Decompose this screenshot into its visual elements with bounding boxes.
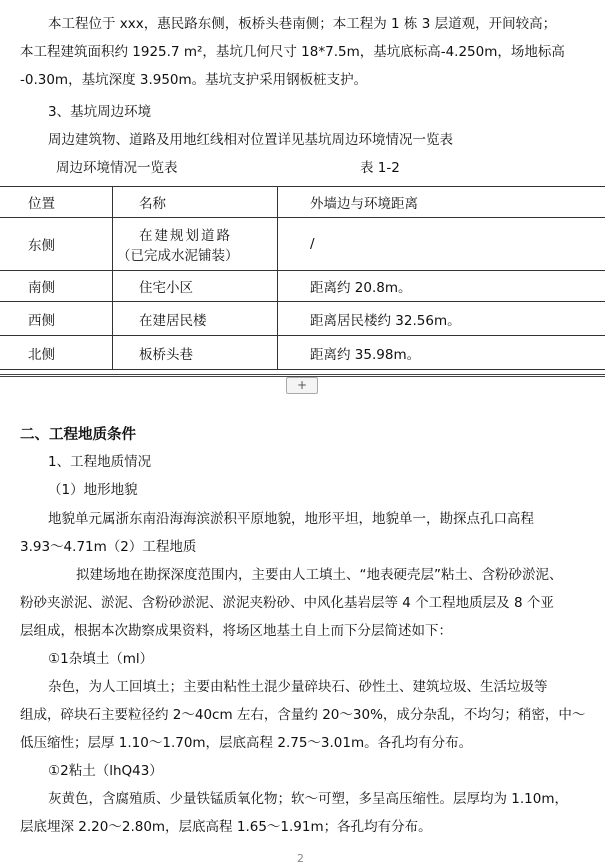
page-number: 2 — [297, 852, 304, 865]
header-cell: 外墙边与环境距离 — [278, 187, 605, 218]
table-number: 表 1-2 — [360, 160, 400, 176]
cell-text: 在建规划道路 — [139, 228, 232, 244]
paragraph-line: -0.30m，基坑深度 3.950m。基坑支护采用钢板桩支护。 — [20, 72, 368, 88]
cell-text: （已完成水泥铺装） — [117, 248, 239, 264]
paragraph-line: 地貌单元属浙东南沿海海滨淤积平原地貌，地形平坦，地貌单一，勘探点孔口高程 — [48, 511, 534, 527]
layer-heading: ①2粘土（lhQ43） — [48, 763, 163, 779]
table-row — [0, 271, 605, 302]
table-caption: 周边环境情况一览表 — [56, 160, 178, 176]
table-row — [0, 218, 605, 271]
table-cell: 北侧 — [0, 336, 113, 370]
paragraph-line: 层底埋深 2.20～2.80m，层底高程 1.65～1.91m；各孔均有分布。 — [20, 819, 432, 835]
table-cell: 距离约 35.98m。 — [278, 336, 605, 370]
paragraph-line: 低压缩性；层厚 1.10～1.70m，层底高程 2.75～3.01m。各孔均有分布。 — [20, 735, 473, 751]
section-heading: 3、基坑周边环境 — [48, 104, 152, 120]
paragraph-line: 组成，碎块石主要粒径约 2～40cm 左右，含量约 20～30%，成分杂乱，不均匀；稍密，中～ — [20, 707, 586, 723]
table-header-row — [0, 187, 605, 218]
layer-heading: ①1杂填土（ml） — [48, 651, 154, 667]
paragraph-line: 周边建筑物、道路及用地红线相对位置详见基坑周边环境情况一览表 — [48, 132, 453, 148]
table-row — [0, 336, 605, 370]
table-cell: 板桥头巷 — [113, 336, 278, 370]
table-cell: 西侧 — [0, 302, 113, 336]
table-cell: 在建居民楼 — [113, 302, 278, 336]
table-cell — [113, 218, 278, 271]
header-cell: 位置 — [0, 187, 113, 218]
table-cell: 东侧 — [0, 218, 113, 271]
environment-table — [0, 186, 605, 370]
paragraph-line: 灰黄色，含腐殖质、少量铁锰质氧化物；软～可塑，多呈高压缩性。层厚均为 1.10m， — [48, 791, 568, 807]
paragraph-line: 粉砂夹淤泥、淤泥、含粉砂淤泥、淤泥夹粉砂、中风化基岩层等 4 个工程地质层及 8 个亚 — [20, 595, 554, 611]
table-cell: 南侧 — [0, 271, 113, 302]
table-cell: / — [278, 218, 605, 271]
subsection-heading: 1、工程地质情况 — [48, 454, 152, 470]
paragraph-line: 层组成，根据本次勘察成果资料，将场区地基土自上而下分层简述如下： — [20, 623, 452, 639]
paragraph-line: 本工程建筑面积约 1925.7 m²，基坑几何尺寸 18*7.5m，基坑底标高-4.250m，场地标高 — [20, 44, 565, 60]
add-row-button[interactable]: + — [286, 377, 318, 394]
header-cell: 名称 — [113, 187, 278, 218]
paragraph-line: 拟建场地在勘探深度范围内，主要由人工填土、“地表硬壳层”粘土、含粉砂淤泥、 — [76, 567, 563, 583]
table-cell: 距离约 20.8m。 — [278, 271, 605, 302]
section-title: 二、工程地质条件 — [20, 427, 136, 443]
subsection-heading: （1）地形地貌 — [48, 482, 138, 498]
paragraph-line: 3.93～4.71m（2）工程地质 — [20, 539, 197, 555]
paragraph-line: 本工程位于 xxx，惠民路东侧，板桥头巷南侧；本工程为 1 栋 3 层道观，开间较高； — [48, 16, 557, 32]
paragraph-line: 杂色，为人工回填土；主要由粘性土混少量碎块石、砂性土、建筑垃圾、生活垃圾等 — [48, 679, 548, 695]
table-cell: 距离居民楼约 32.56m。 — [278, 302, 605, 336]
table-cell: 住宅小区 — [113, 271, 278, 302]
table-row — [0, 302, 605, 336]
